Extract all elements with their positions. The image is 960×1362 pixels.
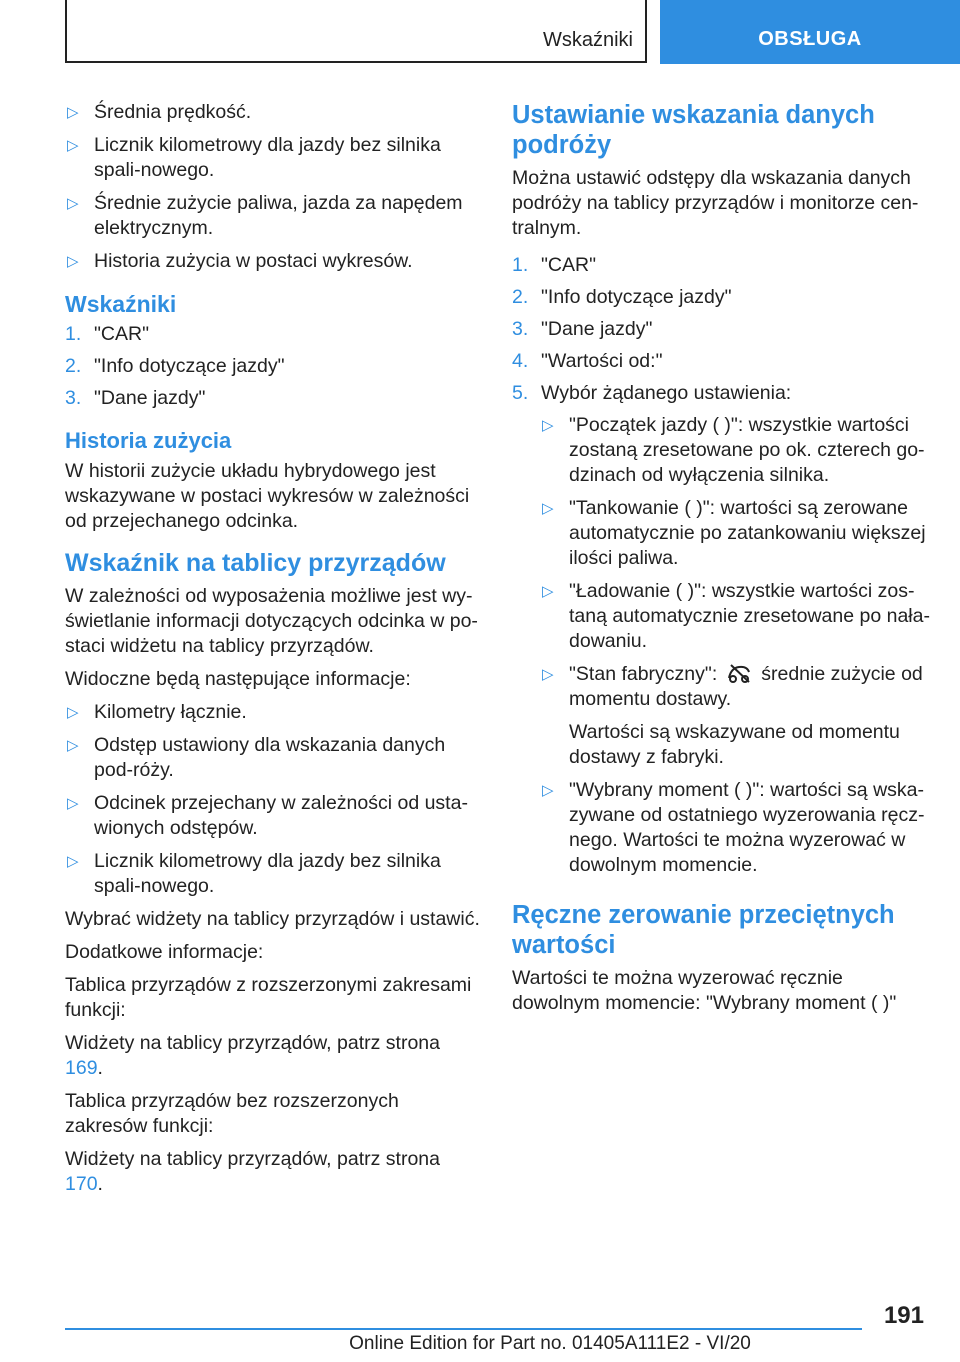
- triangle-bullet-icon: ▷: [67, 737, 79, 754]
- paragraph-extended: Tablica przyrządów z rozszerzonymi zakresami funkcji:: [65, 974, 472, 1021]
- list-item: ▷ Średnie zużycie paliwa, jazda za napędem elektrycznym.: [67, 192, 463, 239]
- paragraph-more-info: Dodatkowe informacje:: [65, 941, 264, 963]
- paragraph-factory-note: Wartości są wskazywane od momentu dostawy z fabryki.: [569, 721, 900, 768]
- left-column: [65, 100, 480, 1205]
- eco-leaf-car-icon: [725, 662, 753, 684]
- step-item: 3. "Dane jazdy": [65, 387, 206, 409]
- triangle-bullet-icon: ▷: [542, 666, 554, 683]
- options-list: [540, 413, 932, 878]
- triangle-bullet-icon: ▷: [67, 795, 79, 812]
- list-item: ▷ Odcinek przejechany w zależności od usta-wionych odstępów.: [67, 792, 468, 839]
- list-item: ▷ Odstęp ustawiony dla wskazania danych pod-róży.: [67, 734, 446, 781]
- list-item: ▷ Licznik kilometrowy dla jazdy bez silnika spali-nowego.: [67, 850, 441, 897]
- step-item: 2. "Info dotyczące jazdy": [512, 286, 732, 308]
- heading-trip-data: Ustawianie wskazania danych podróży: [512, 101, 875, 159]
- list-item: ▷ "Początek jazdy ( )": wszystkie wartości zostaną zresetowane po ok. czterech go-dzinach od wyłączenia silnika.: [542, 414, 925, 486]
- page-link-169[interactable]: 169: [65, 1057, 98, 1079]
- triangle-bullet-icon: ▷: [67, 137, 79, 154]
- list-item: ▷ "Wybrany moment ( )": wartości są wska-zywane od ostatniego wyzerowania ręcz-nego. Wartości te można wyzerować w dowolnym momencie.: [542, 779, 925, 876]
- header-section-tab: [660, 0, 960, 64]
- heading-cluster: Wskaźnik na tablicy przyrządów: [65, 549, 446, 577]
- paragraph-cluster-2: Widoczne będą następujące informacje:: [65, 668, 411, 690]
- paragraph-cluster-1: W zależności od wyposażenia możliwe jest wy-świetlanie informacji dotyczących odcinka w po-staci widżetu na tablicy przyrządów.: [65, 585, 478, 657]
- footer-edition: Online Edition for Part no. 01405A111E2 - VI/20: [349, 1333, 751, 1354]
- header-section-label: OBSŁUGA: [758, 28, 862, 50]
- paragraph-widget-ref-2: Widżety na tablicy przyrządów, patrz strona 170.: [65, 1148, 440, 1195]
- heading-indicators: Wskaźniki: [65, 291, 177, 317]
- list-item: ▷ Historia zużycia w postaci wykresów.: [67, 250, 413, 272]
- paragraph-widget-ref-1: Widżety na tablicy przyrządów, patrz strona 169.: [65, 1032, 440, 1079]
- list-item: ▷ Kilometry łącznie.: [67, 701, 247, 723]
- triangle-bullet-icon: ▷: [542, 583, 554, 600]
- paragraph-select: Wybrać widżety na tablicy przyrządów i ustawić.: [65, 908, 480, 930]
- list-item: ▷ Licznik kilometrowy dla jazdy bez silnika spali-nowego.: [67, 134, 441, 181]
- step-item: 2. "Info dotyczące jazdy": [65, 355, 285, 377]
- heading-manual-reset: Ręczne zerowanie przeciętnych wartości: [512, 901, 895, 959]
- page-header: [65, 0, 960, 64]
- triangle-bullet-icon: ▷: [67, 253, 79, 270]
- right-column: [512, 100, 932, 1024]
- header-title-box: [65, 0, 647, 63]
- step-item: 5. Wybór żądanego ustawienia:: [512, 382, 792, 404]
- heading-history: Historia zużycia: [65, 428, 232, 453]
- triangle-bullet-icon: ▷: [542, 782, 554, 799]
- step-item: 3. "Dane jazdy": [512, 318, 653, 340]
- triangle-bullet-icon: ▷: [67, 853, 79, 870]
- list-item: ▷ "Stan fabryczny": średnie zużycie od momentu dostawy. Wartości są wskazywane od momentu dostawy z fabryki.: [540, 662, 932, 770]
- step-item: 1. "CAR": [65, 323, 150, 345]
- triangle-bullet-icon: ▷: [542, 417, 554, 434]
- footer-divider: [65, 1328, 862, 1330]
- paragraph-not-extended: Tablica przyrządów bez rozszerzonych zakresów funkcji:: [65, 1090, 399, 1137]
- triangle-bullet-icon: ▷: [67, 704, 79, 721]
- header-title: Wskaźniki: [542, 29, 633, 51]
- list-item: ▷ "Tankowanie ( )": wartości są zerowane automatycznie po zatankowaniu większej ilości paliwa.: [542, 497, 926, 569]
- list-item: ▷ Średnia prędkość.: [67, 101, 252, 123]
- triangle-bullet-icon: ▷: [67, 104, 79, 121]
- step-item: 1. "CAR": [512, 254, 597, 276]
- triangle-bullet-icon: ▷: [542, 500, 554, 517]
- page-number: 191: [883, 1302, 924, 1329]
- paragraph-manual-reset: Wartości te można wyzerować ręcznie dowolnym momencie: "Wybrany moment ( )": [512, 967, 897, 1014]
- page-link-170[interactable]: 170: [65, 1173, 98, 1195]
- step-item: 4. "Wartości od:": [512, 350, 663, 372]
- paragraph-trip: Można ustawić odstępy dla wskazania danych podróży na tablicy przyrządów i monitorze cen-tralnym.: [512, 167, 919, 239]
- list-item: ▷ "Ładowanie ( )": wszystkie wartości zos-taną automatycznie zresetowane po nała-dowaniu.: [542, 580, 930, 652]
- paragraph-history: W historii zużycie układu hybrydowego jest wskazywane w postaci wykresów w zależności od przejechanego odcinka.: [65, 460, 470, 532]
- triangle-bullet-icon: ▷: [67, 195, 79, 212]
